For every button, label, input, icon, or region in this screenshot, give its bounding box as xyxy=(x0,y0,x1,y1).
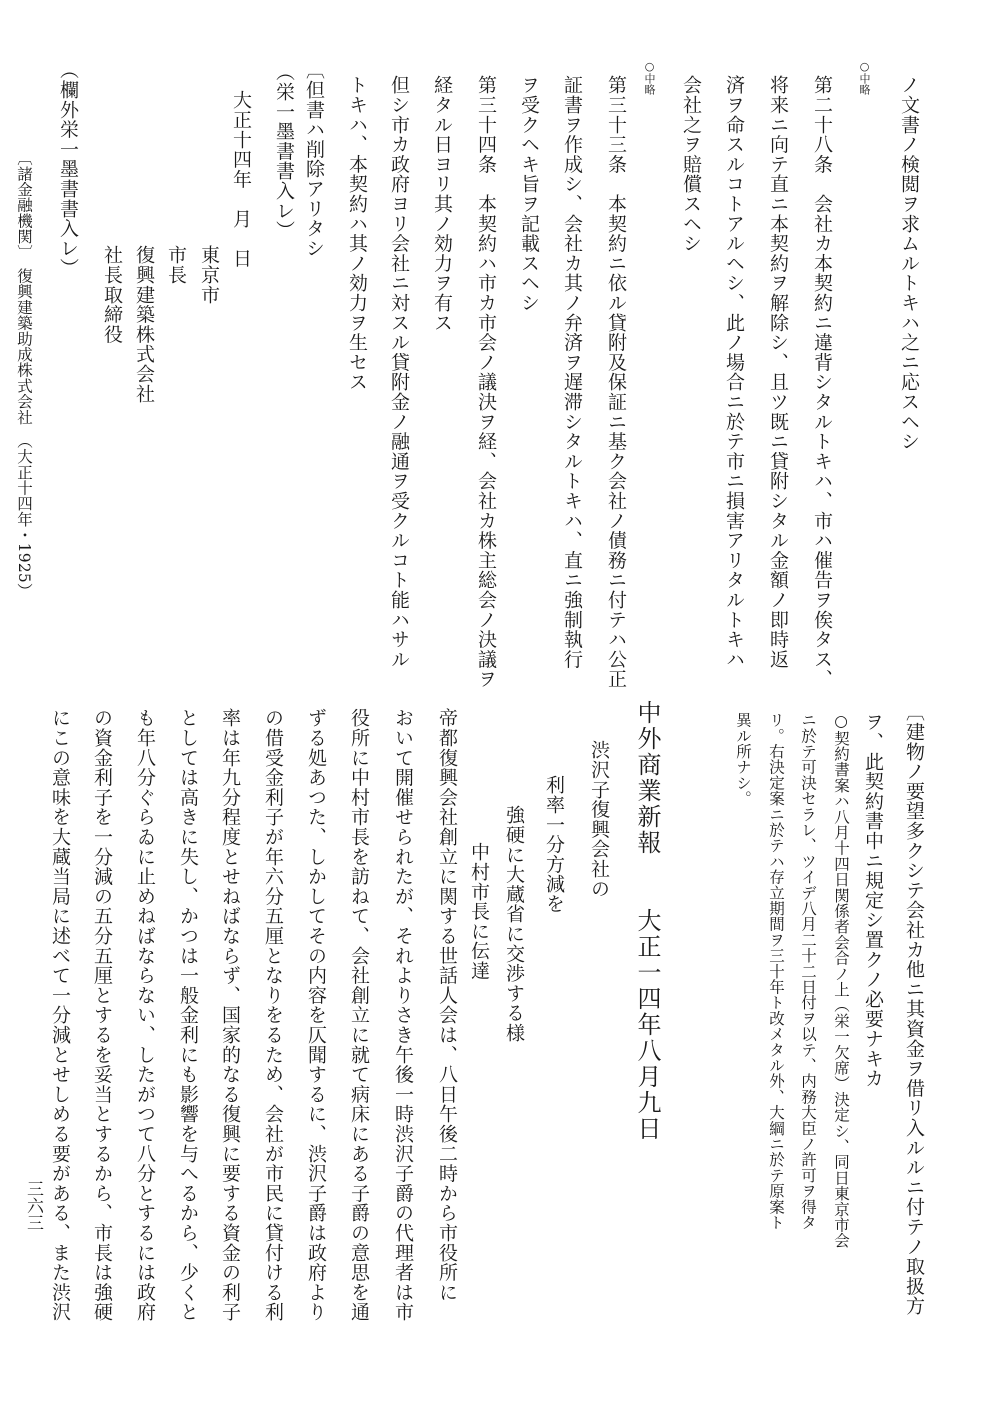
article-line-1: 帝都復興会社創立に関する世話人会は、八日午後二時から市役所に xyxy=(436,708,458,1302)
note-line-2: ニ於テ可決セラレ、ツイデ八月二十二日付ヲ以テ、内務大臣ノ許可ヲ得タ xyxy=(799,712,817,1231)
article-line-8: も年八分ぐらゐに止めねばならない、したがつて八分とするには政府 xyxy=(134,708,156,1322)
headline-2: 利率一分方減を xyxy=(543,775,565,914)
marginal-annotation: （欄外栄一墨書書入レ） xyxy=(57,60,79,278)
omission-marker-2: ○中略 xyxy=(643,60,656,95)
upper-line-9: 証書ヲ作成シ、会社カ其ノ弁済ヲ遅滞シタルトキハ、直ニ強制執行 xyxy=(561,75,583,669)
note-line-4: 異ル所ナシ。 xyxy=(734,712,752,807)
article-28-heading: 第二十八条 会社カ本契約ニ違背シタルトキハ、市ハ催告ヲ俟タス、 xyxy=(811,75,833,689)
headline-4: 中村市長に伝達 xyxy=(468,842,490,981)
article-line-10: にこの意味を大蔵当局に述べて一分減とせしめる要がある、また渋沢 xyxy=(49,708,71,1322)
article-34-heading: 第三十四条 本契約ハ市カ市会ノ議決ヲ経、会社カ株主総会ノ決議ヲ xyxy=(475,75,497,689)
note-line-3: リ。右決定案ニ於テハ存立期間ヲ三十年ト改メタル外、大綱ニ於テ原案ト xyxy=(767,712,785,1231)
article-line-9: の資金利子を一分減の五分五厘とするを妥当とするから、市長は強硬 xyxy=(91,708,113,1322)
section-footer: 〔諸金融機関〕 復興建築助成株式会社 （大正十四年・1925） xyxy=(15,150,33,599)
lower-line-2: ヲ、此契約書中ニ規定シ置クノ必要ナキカ xyxy=(862,712,884,1089)
upper-line-12: 経タル日ヨリ其ノ効力ヲ有ス xyxy=(431,75,453,333)
headline-3: 強硬に大蔵省に交渉する様 xyxy=(503,805,525,1043)
note-line-1: ○契約書案ハ八月十四日関係者会合ノ上（栄一欠席）決定シ、同日東京市会 xyxy=(832,712,850,1249)
article-line-3: 役所に中村市長を訪ねて、会社創立に就て病床にある子爵の意思を通 xyxy=(348,708,370,1322)
article-line-2: おいて開催せられたが、それよりさき午後一時渋沢子爵の代理者は市 xyxy=(392,708,414,1322)
headline-1: 渋沢子復興会社の xyxy=(588,740,610,899)
article-33-heading: 第三十三条 本契約ニ依ル貸附及保証ニ基ク会社ノ債務ニ付テハ公正 xyxy=(605,75,627,689)
upper-line-10: ヲ受クヘキ旨ヲ記載スヘシ xyxy=(518,75,540,313)
omission-marker-1: ○中略 xyxy=(858,60,871,95)
annotation-eiichi-ink: （栄一墨書書入レ） xyxy=(273,62,295,241)
annotation-proviso-deleted: 〔但書ハ削除アリタシ xyxy=(303,60,325,258)
party-mayor: 市長 xyxy=(165,245,187,285)
contract-date: 大正十四年 月 日 xyxy=(230,90,252,269)
newspaper-source: 中外商業新報 大正一四年八月九日 xyxy=(633,700,661,1142)
article-line-6: 率は年九分程度とせねばならず、国家的なる復興に要する資金の利子 xyxy=(219,708,241,1322)
article-line-4: ずる処あつた、しかしてその内容を仄聞するに、渋沢子爵は政府より xyxy=(305,708,327,1322)
upper-line-6: 会社之ヲ賠償スヘシ xyxy=(680,75,702,254)
upper-line-5: 済ヲ命スルコトアルヘシ、此ノ場合ニ於テ市ニ損害アリタルトキハ xyxy=(723,75,745,669)
page-number: 三六三 xyxy=(23,1180,43,1231)
upper-line-4: 将来ニ向テ直ニ本契約ヲ解除シ、且ツ既ニ貸附シタル金額ノ即時返 xyxy=(767,75,789,669)
party-company: 復興建築株式会社 xyxy=(133,245,155,404)
annotation-building-demand: 〔建物ノ要望多クシテ会社カ他ニ其資金ヲ借リ入ルルニ付テノ取扱方 xyxy=(903,702,925,1316)
party-president: 社長取締役 xyxy=(101,245,123,344)
article-line-7: としては高きに失し、かつは一般金利にも影響を与へるから、少くと xyxy=(177,708,199,1322)
party-tokyo-city: 東京市 xyxy=(198,245,220,305)
upper-line-1: ノ文書ノ検閲ヲ求ムルトキハ之ニ応スヘシ xyxy=(898,75,920,452)
upper-line-13: 但シ市カ政府ヨリ会社ニ対スル貸附金ノ融通ヲ受クルコト能ハサル xyxy=(388,75,410,669)
article-line-5: の借受金利子が年六分五厘となりをるため、会社が市民に貸付ける利 xyxy=(262,708,284,1322)
upper-line-14: トキハ、本契約ハ其ノ効力ヲ生セス xyxy=(346,75,368,392)
